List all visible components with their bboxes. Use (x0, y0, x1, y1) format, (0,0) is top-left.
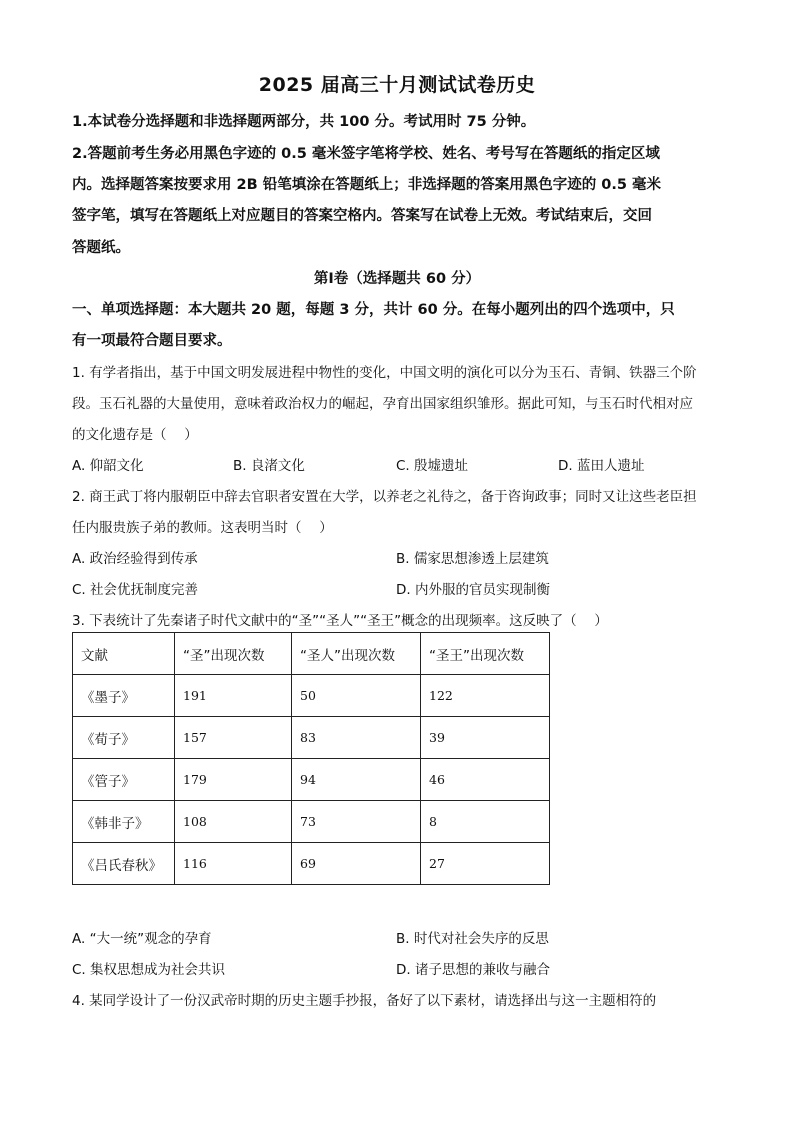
q2-stem-line-1: 2. 商王武丁将内服朝臣中辞去官职者安置在大学，以养老之礼待之，备于咨询政事；同时又让这些老臣担 (72, 489, 697, 505)
q4-stem-line-1: 4. 某同学设计了一份汉武帝时期的历史主题手抄报，备好了以下素材，请选择出与这一主题相符的 (72, 993, 657, 1009)
table-cell-text: 《管子》 (73, 759, 175, 801)
table-cell-text: 《墨子》 (73, 675, 175, 717)
table-cell-number: 116 (175, 843, 292, 885)
table-row (73, 759, 550, 801)
q3-option-c: C. 集权思想成为社会共识 (72, 962, 226, 978)
instruction-line-1: 1.本试卷分选择题和非选择题两部分，共 100 分。考试用时 75 分钟。 (72, 114, 536, 130)
q1-option-a: A. 仰韶文化 (72, 458, 144, 474)
table-cell-number: 179 (175, 759, 292, 801)
q2-option-b: B. 儒家思想渗透上层建筑 (396, 551, 549, 567)
q1-stem-line-3: 的文化遗存是（ ） (72, 427, 198, 443)
table-cell-number: 94 (292, 759, 421, 801)
q1-stem-line-2: 段。玉石礼器的大量使用，意味着政治权力的崛起，孕育出国家组织雏形。据此可知，与玉石时代相对应 (72, 396, 693, 412)
q1-option-b: B. 良渚文化 (233, 458, 305, 474)
exam-title: 2025 届高三十月测试试卷历史 (258, 74, 536, 96)
table-row (73, 801, 550, 843)
table-cell-number: 69 (292, 843, 421, 885)
instruction-line-5: 答题纸。 (72, 240, 130, 256)
instruction-line-4: 签字笔，填写在答题纸上对应题目的答案空格内。答案写在试卷上无效。考试结束后，交回 (72, 208, 652, 224)
table-cell-text: 《荀子》 (73, 717, 175, 759)
table-row (73, 675, 550, 717)
table-cell-text: 《韩非子》 (73, 801, 175, 843)
table-cell-number: 27 (421, 843, 550, 885)
q3-option-d: D. 诸子思想的兼收与融合 (396, 962, 550, 978)
q2-option-a: A. 政治经验得到传承 (72, 551, 198, 567)
q1-option-c: C. 殷墟遗址 (396, 458, 469, 474)
section-title: 第Ⅰ卷（选择题共 60 分） (313, 271, 481, 287)
table-cell-number: 39 (421, 717, 550, 759)
q2-option-d: D. 内外服的官员实现制衡 (396, 582, 550, 598)
table-cell-number: 73 (292, 801, 421, 843)
table-row (73, 843, 550, 885)
table-cell-number: 46 (421, 759, 550, 801)
table-cell-number: 108 (175, 801, 292, 843)
table-cell-number: 122 (421, 675, 550, 717)
table-header-cell: 文献 (73, 633, 175, 675)
table-cell-number: 157 (175, 717, 292, 759)
table-cell-number: 83 (292, 717, 421, 759)
table-header-cell: “圣”出现次数 (175, 633, 292, 675)
table-header-cell: “圣人”出现次数 (292, 633, 421, 675)
instruction-line-2: 2.答题前考生务必用黑色字迹的 0.5 毫米签字笔将学校、姓名、考号写在答题纸的指定区域 (72, 146, 660, 162)
table-cell-number: 8 (421, 801, 550, 843)
table-cell-number: 50 (292, 675, 421, 717)
part-heading-line-1: 一、单项选择题：本大题共 20 题，每题 3 分，共计 60 分。在每小题列出的四个选项中，只 (72, 302, 675, 318)
q1-option-d: D. 蓝田人遗址 (558, 458, 645, 474)
q2-option-c: C. 社会优抚制度完善 (72, 582, 199, 598)
q3-option-a: A. “大一统”观念的孕育 (72, 931, 212, 947)
table-cell-text: 《吕氏春秋》 (73, 843, 175, 885)
q1-stem-line-1: 1. 有学者指出，基于中国文明发展进程中物性的变化，中国文明的演化可以分为玉石、青铜、铁器三个阶 (72, 365, 697, 381)
q3-stem-line-1: 3. 下表统计了先秦诸子时代文献中的“圣”“圣人”“圣王”概念的出现频率。这反映了（ ） (72, 613, 608, 629)
instruction-line-3: 内。选择题答案按要求用 2B 铅笔填涂在答题纸上；非选择题的答案用黑色字迹的 0.5 毫米 (72, 177, 662, 193)
q3-frequency-table (72, 632, 550, 885)
table-row (73, 717, 550, 759)
table-cell-number: 191 (175, 675, 292, 717)
q2-stem-line-2: 任内服贵族子弟的教师。这表明当时（ ） (72, 520, 333, 536)
q3-option-b: B. 时代对社会失序的反思 (396, 931, 549, 947)
table-header-cell: “圣王”出现次数 (421, 633, 550, 675)
part-heading-line-2: 有一项最符合题目要求。 (72, 333, 232, 349)
table-header-row (73, 633, 550, 675)
